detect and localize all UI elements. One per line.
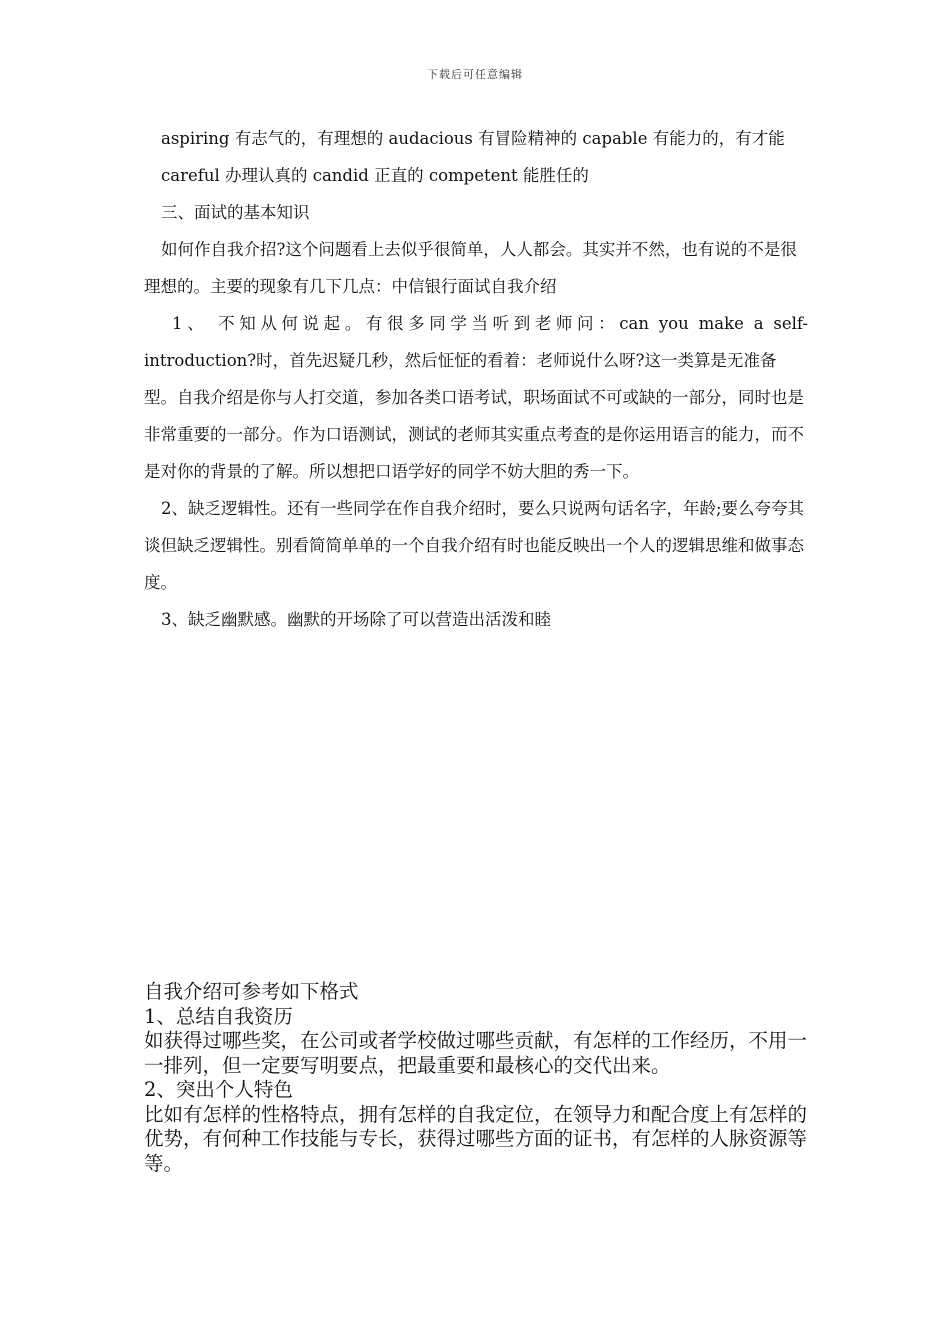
adjectives-paragraph-1: aspiring 有志气的，有理想的 audacious 有冒险精神的 capable 有能力的，有才能 (161, 129, 785, 148)
point-1-paragraph: introduction?时，首先迟疑几秒，然后怔怔的看着：老师说什么呀?这一类算是无准备型。自我介绍是你与人打交道，参加各类口语考试，职场面试不可或缺的一部分，同时也是非常重要的一部分。作为口语测试，测试的老师其实重点考查的是你运用语言的能力，而不是对你的背景的了解。所以想把口语学好的同学不妨大胆的秀一下。 (144, 351, 804, 481)
format-item-1-heading: 1、总结自我资历 (144, 1004, 293, 1028)
format-item-2-body: 比如有怎样的性格特点，拥有怎样的自我定位，在领导力和配合度上有怎样的优势，有何种工作技能与专长，获得过哪些方面的证书，有怎样的人脉资源等等。 (144, 1102, 808, 1175)
format-title: 自我介绍可参考如下格式 (144, 980, 359, 1003)
page-header: 下载后可任意编辑 (427, 68, 523, 81)
adjectives-paragraph-2: careful 办理认真的 candid 正直的 competent 能胜任的 (161, 166, 589, 185)
main-body (144, 120, 808, 638)
point-3-paragraph: 3、缺乏幽默感。幽默的开场除了可以营造出活泼和睦 (161, 610, 551, 629)
point-2-paragraph: 2、缺乏逻辑性。还有一些同学在作自我介绍时，要么只说两句话名字，年龄;要么夸夸其谈但缺乏逻辑性。别看简简单单的一个自我介绍有时也能反映出一个人的逻辑思维和做事态度。 (144, 499, 805, 592)
intro-paragraph: 如何作自我介招?这个问题看上去似乎很简单，人人都会。其实并不然，也有说的不是很理想的。主要的现象有几下几点：中信银行面试自我介绍 (144, 240, 797, 296)
point-1-first-line: 1、 不知从何说起。有很多同学当听到老师问：can you make a self- (172, 314, 808, 333)
format-section (144, 980, 820, 1176)
format-item-1-body: 如获得过哪些奖，在公司或者学校做过哪些贡献，有怎样的工作经历，不用一一排列，但一定要写明要点，把最重要和最核心的交代出来。 (144, 1029, 808, 1077)
section-heading: 三、面试的基本知识 (161, 203, 310, 222)
format-item-2-heading: 2、突出个人特色 (144, 1078, 293, 1101)
